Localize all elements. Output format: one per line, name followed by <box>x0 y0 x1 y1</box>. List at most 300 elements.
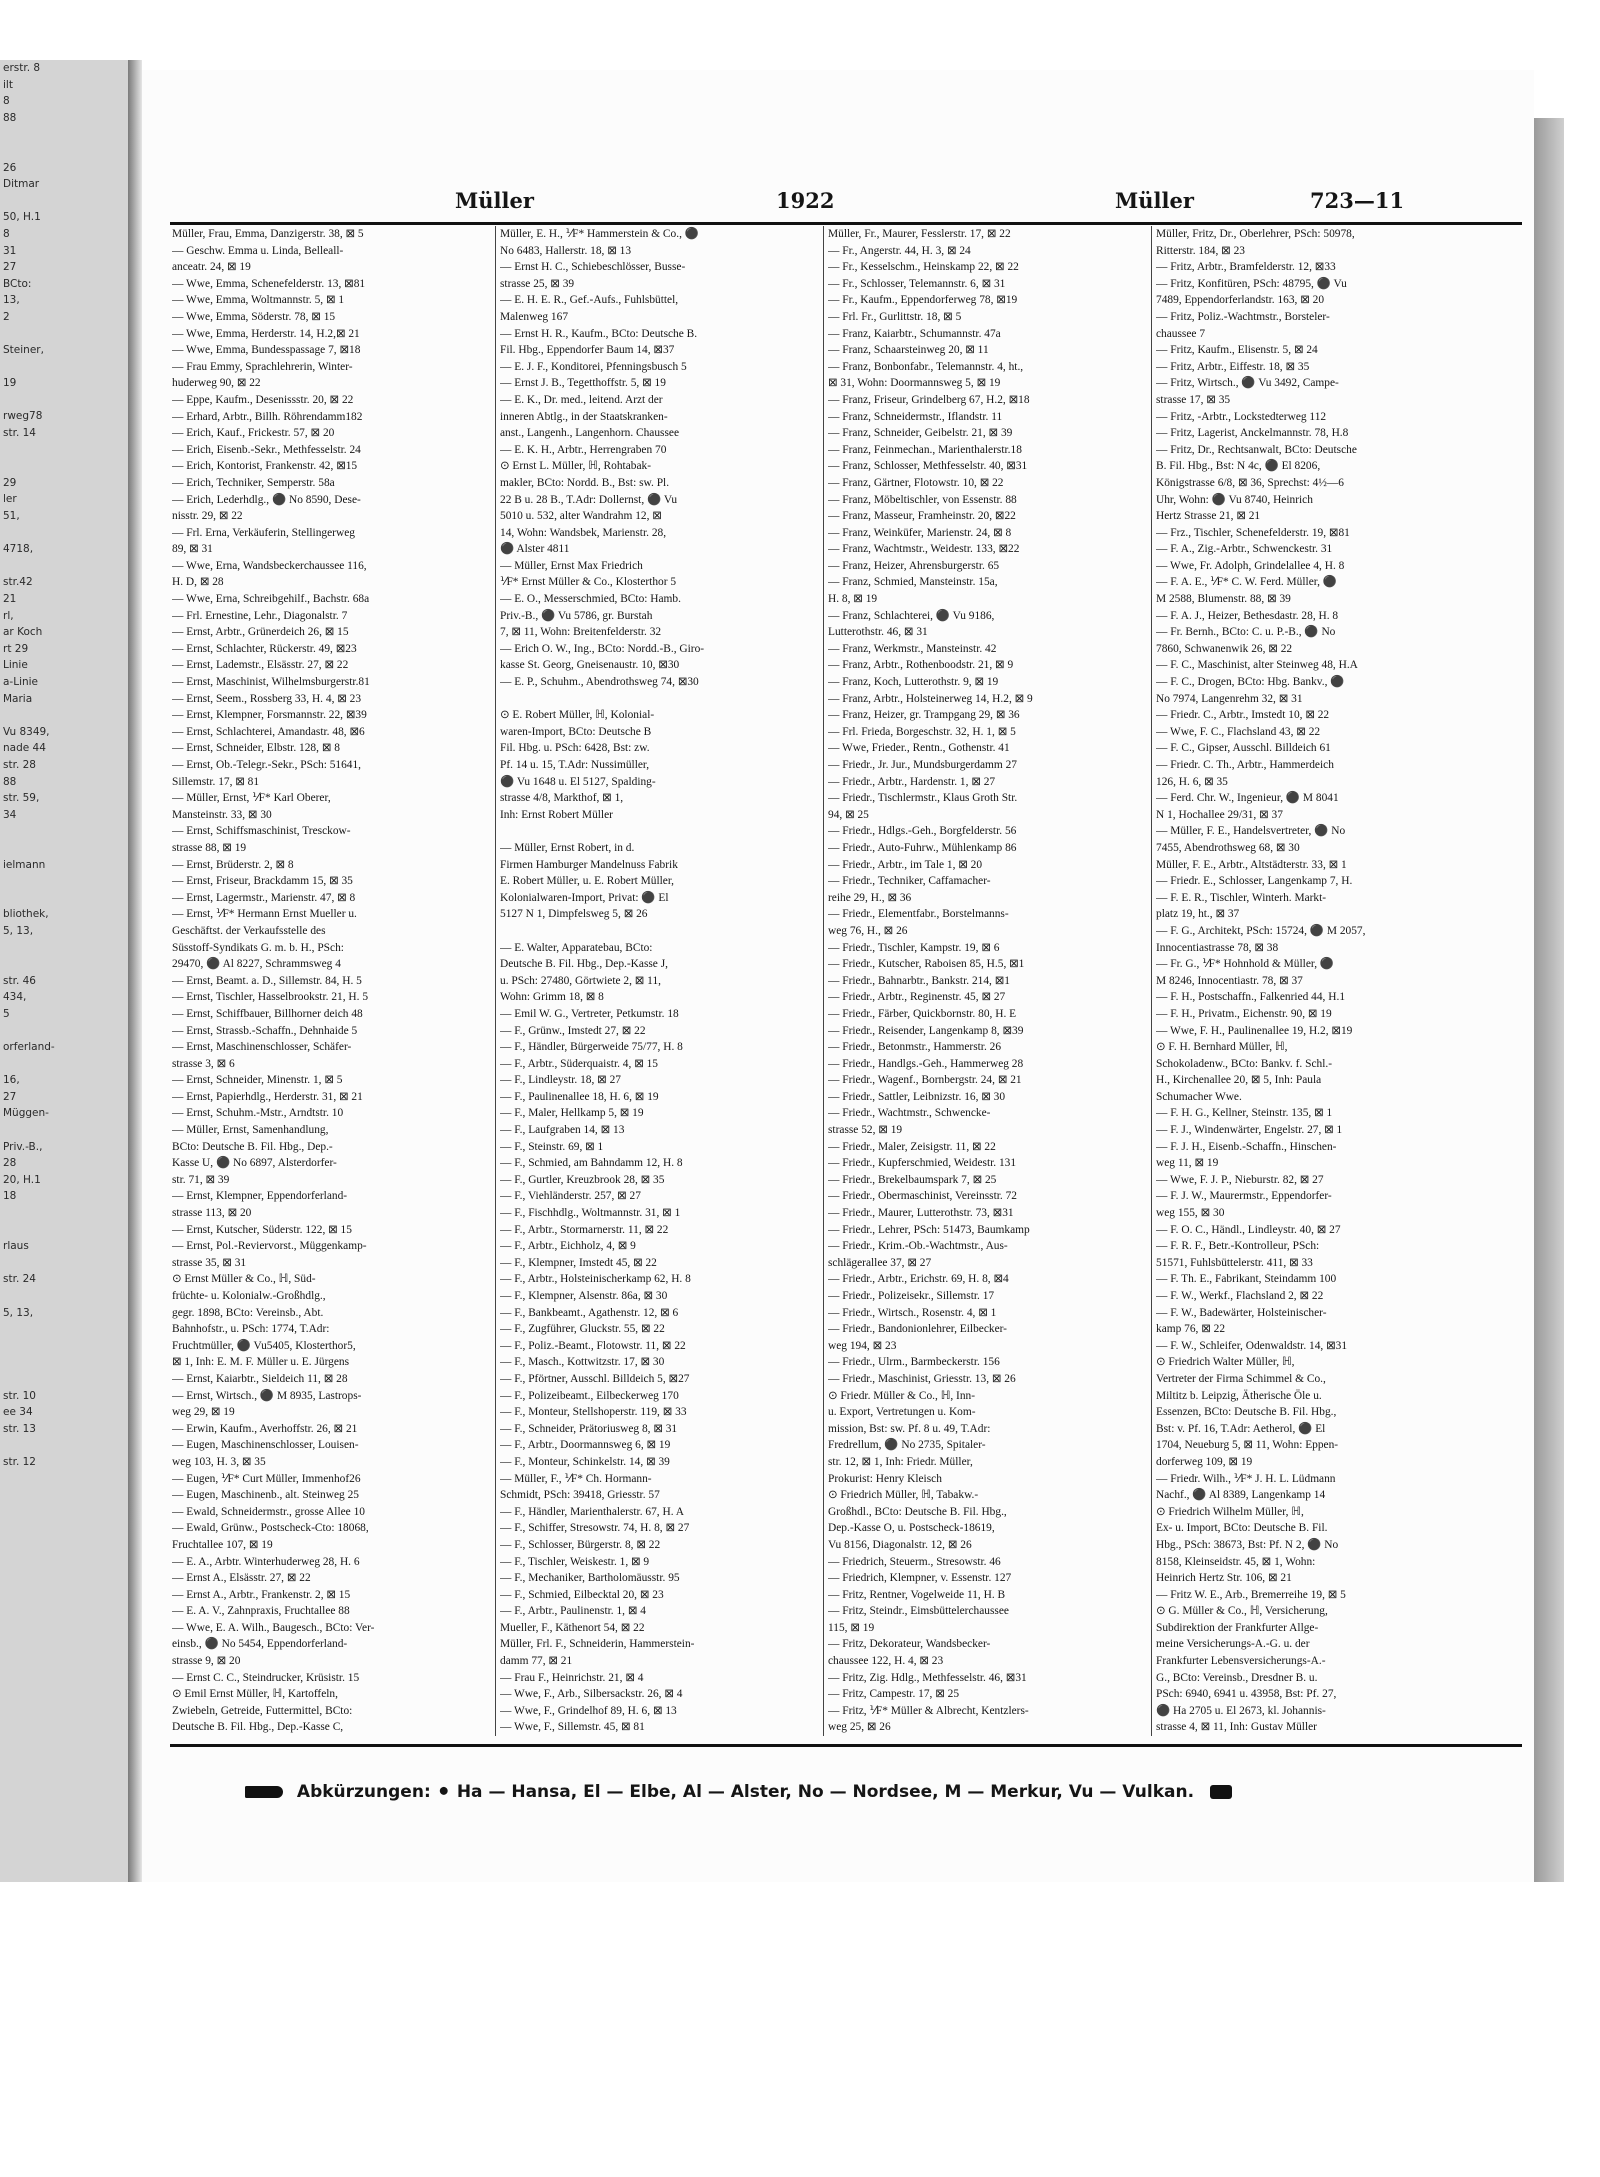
directory-entry-line: — Erich, Kontorist, Frankenstr. 42, ⊠15 <box>172 460 358 473</box>
directory-entry-line: — Friedr., Ulrm., Barmbeckerstr. 156 <box>828 1356 1000 1369</box>
directory-entry-line: — Wwe, E. A. Wilh., Baugesch., BCto: Ver- <box>172 1621 375 1634</box>
directory-entry-line: Firmen Hamburger Mandelnuss Fabrik <box>500 858 678 871</box>
directory-entry-line: — Friedr., Polizeisekr., Sillemstr. 17 <box>828 1290 995 1302</box>
directory-entry-line: — Franz, Weinküfer, Marienstr. 24, ⊠ 8 <box>828 526 1012 539</box>
margin-fragment: 88 <box>3 111 17 124</box>
directory-entry-line: reihe 29, H., ⊠ 36 <box>828 891 912 904</box>
directory-entry-line: — Fr., Kaufm., Eppendorferweg 78, ⊠19 <box>828 294 1018 307</box>
directory-entry-line: weg 11, ⊠ 19 <box>1156 1157 1219 1170</box>
directory-entry-line: ⊙ Friedrich Müller, ℍ, Tabakw.- <box>828 1489 979 1502</box>
margin-fragment: bliothek, <box>3 908 49 921</box>
directory-entry-line: — F. W., Badewärter, Holsteinischer- <box>1156 1306 1327 1319</box>
margin-fragment <box>0 956 128 973</box>
directory-entry-line: ⊙ Ernst Müller & Co., ℍ, Süd- <box>172 1273 316 1286</box>
header-rule <box>170 222 1522 225</box>
directory-entry-line: — Ferd. Chr. W., Ingenieur, ⚫ M 8041 <box>1156 792 1339 805</box>
previous-page-margin <box>0 60 128 1882</box>
directory-entry-line: anceatr. 24, ⊠ 19 <box>172 261 251 274</box>
directory-entry-line: — Friedr., Handlgs.-Geh., Hammerweg 28 <box>828 1057 1024 1070</box>
directory-entry-line: — Fritz, Rentner, Vogelweide 11, H. B <box>828 1588 1006 1601</box>
directory-entry-line: — Emil W. G., Vertreter, Petkumstr. 18 <box>500 1007 679 1020</box>
directory-entry-line: — F. W., Schleifer, Odenwaldstr. 14, ⊠31 <box>1156 1339 1348 1352</box>
directory-entry-line: — Ernst, Maschinist, Wilhelmsburgerstr.81 <box>172 676 370 689</box>
directory-entry-line: H. D, ⊠ 28 <box>172 576 224 589</box>
directory-entry-line: ⊙ G. Müller & Co., ℍ, Versicherung, <box>1156 1605 1328 1618</box>
directory-entry-line: Ritterstr. 184, ⊠ 23 <box>1156 244 1245 257</box>
margin-fragment <box>0 326 128 343</box>
directory-entry-line: — F. H. G., Kellner, Steinstr. 135, ⊠ 1 <box>1156 1107 1333 1120</box>
directory-entry-line: — Franz, Feinmechan., Marienthalerstr.18 <box>828 443 1022 456</box>
directory-entry-line: — F., Schneider, Prätoriusweg 8, ⊠ 31 <box>500 1422 678 1435</box>
directory-entry-line: ⊙ Friedrich Wilhelm Müller, ℍ, <box>1156 1505 1304 1518</box>
margin-fragment: orferland- <box>3 1041 55 1054</box>
directory-entry-line: Kasse U, ⚫ No 6897, Alsterdorfer- <box>172 1157 337 1170</box>
margin-fragment: rt 29 <box>3 642 29 655</box>
directory-entry-line: Hertz Strasse 21, ⊠ 21 <box>1156 510 1261 523</box>
directory-entry-line: — Fr., Kesselschm., Heinskamp 22, ⊠ 22 <box>828 261 1019 274</box>
margin-fragment <box>0 525 128 542</box>
directory-entry-line: — Ernst, Klempner, Forsmannstr. 22, ⊠39 <box>172 709 367 722</box>
directory-entry-line: — Friedr., Obermaschinist, Vereinsstr. 72 <box>828 1190 1017 1203</box>
directory-entry-line: str. 12, ⊠ 1, Inh: Friedr. Müller, <box>828 1455 973 1468</box>
directory-entry-line: — Frl. Frieda, Borgeschstr. 32, H. 1, ⊠ 5 <box>828 725 1016 738</box>
directory-entry-line: — Franz, Arbtr., Holsteinerweg 14, H.2, ⊠ 9 <box>828 692 1033 705</box>
directory-entry-line: weg 194, ⊠ 23 <box>828 1339 897 1352</box>
directory-entry-line: — F., Lindleystr. 18, ⊠ 27 <box>500 1074 621 1087</box>
directory-entry-line: — F., Händler, Bürgerweide 75/77, H. 8 <box>500 1041 683 1054</box>
directory-entry-line: — F., Laufgraben 14, ⊠ 13 <box>500 1124 625 1137</box>
margin-fragment: str. 14 <box>3 427 36 440</box>
column-4 <box>1156 226 1474 1736</box>
directory-entry-line: G., BCto: Vereinsb., Dresdner B. u. <box>1156 1671 1318 1684</box>
directory-entry-line: — Wwe, Frieder., Rentn., Gothenstr. 41 <box>828 742 1010 755</box>
directory-entry-line: — Fritz, Wirtsch., ⚫ Vu 3492, Campe- <box>1156 377 1339 390</box>
directory-entry-line: — F., Schmied, Eilbecktal 20, ⊠ 23 <box>500 1588 664 1601</box>
directory-entry-line: früchte- u. Kolonialw.-Großhdlg., <box>172 1290 326 1302</box>
directory-entry-line: Fredrellum, ⚫ No 2735, Spitaler- <box>828 1439 986 1452</box>
directory-entry-line: — Ernst, Schneider, Minenstr. 1, ⊠ 5 <box>172 1074 343 1087</box>
directory-entry-line: — Wwe, F., Arb., Silbersackstr. 26, ⊠ 4 <box>500 1688 683 1701</box>
directory-entry-line: — F., Gurtler, Kreuzbrook 28, ⊠ 35 <box>500 1173 665 1186</box>
margin-fragment: rweg78 <box>3 410 43 423</box>
directory-entry-line: — F., Mechaniker, Bartholomäusstr. 95 <box>500 1572 680 1585</box>
margin-fragment <box>0 442 128 459</box>
footer-rule <box>170 1744 1522 1747</box>
directory-entry-line: — Franz, Gärtner, Flotowstr. 10, ⊠ 22 <box>828 476 1004 489</box>
directory-entry-line: — Wwe, F. C., Flachsland 43, ⊠ 22 <box>1156 725 1321 738</box>
directory-entry-line: — Friedr., Betonmstr., Hammerstr. 26 <box>828 1041 1002 1054</box>
directory-entry-line: dorferweg 109, ⊠ 19 <box>1156 1455 1253 1468</box>
margin-fragment: Vu 8349, <box>3 725 50 738</box>
directory-entry-line: — Erich, Techniker, Semperstr. 58a <box>172 476 335 489</box>
directory-entry-line: — Ernst, ⅟F* Hermann Ernst Mueller u. <box>172 908 357 921</box>
directory-entry-line: — Müller, F., ⅟F* Ch. Hormann- <box>500 1472 652 1485</box>
directory-entry-line: — Friedr., Tischler, Kampstr. 19, ⊠ 6 <box>828 941 1000 954</box>
directory-entry-line: — Friedr., Maler, Zeisigstr. 11, ⊠ 22 <box>828 1140 996 1153</box>
directory-entry-line: schlägerallee 37, ⊠ 27 <box>828 1256 932 1269</box>
directory-entry-line: — Franz, Werkmstr., Mansteinstr. 42 <box>828 642 997 655</box>
directory-entry-line: Essenzen, BCto: Deutsche B. Fil. Hbg., <box>1156 1406 1337 1419</box>
directory-entry-line: weg 155, ⊠ 30 <box>1156 1207 1225 1220</box>
directory-entry-line: — Friedr., Lehrer, PSch: 51473, Baumkamp <box>828 1223 1030 1236</box>
directory-entry-line: Uhr, Wohn: ⚫ Vu 8740, Heinrich <box>1156 493 1313 506</box>
directory-entry-line: — F., Masch., Kottwitzstr. 17, ⊠ 30 <box>500 1356 665 1369</box>
header-year: 1922 <box>776 188 835 213</box>
directory-entry-line: nisstr. 29, ⊠ 22 <box>172 510 243 523</box>
directory-entry-line: — Fritz, Kaufm., Elisenstr. 5, ⊠ 24 <box>1156 344 1318 357</box>
directory-entry-line: 7489, Eppendorferlandstr. 163, ⊠ 20 <box>1156 294 1325 307</box>
column-divider <box>823 226 824 1736</box>
margin-fragment: 8 <box>3 227 10 240</box>
directory-entry-line: Hbg., PSch: 38673, Bst: Pf. N 2, ⚫ No <box>1156 1538 1339 1551</box>
directory-entry-line: — Fritz, Zig. Hdlg., Methfesselstr. 46, ⊠31 <box>828 1671 1027 1684</box>
directory-entry-line: — Franz, Schneider, Geibelstr. 21, ⊠ 39 <box>828 427 1013 440</box>
directory-entry-line: Zwiebeln, Getreide, Futtermittel, BCto: <box>172 1704 353 1717</box>
directory-entry-line: — Ernst, Maschinenschlosser, Schäfer- <box>172 1041 352 1054</box>
directory-entry-line: — Ernst, Papierhdlg., Herderstr. 31, ⊠ 21 <box>172 1090 363 1103</box>
directory-entry-line: — Ernst, Schiffsmaschinist, Tresckow- <box>172 825 351 838</box>
directory-entry-line: — Ernst, Friseur, Brackdamm 15, ⊠ 35 <box>172 875 353 888</box>
directory-entry-line: strasse 3, ⊠ 6 <box>172 1057 235 1070</box>
margin-fragment: 5 <box>3 1007 10 1020</box>
directory-entry-line: strasse 17, ⊠ 35 <box>1156 393 1231 406</box>
directory-entry-line: — F., Tischler, Weiskestr. 1, ⊠ 9 <box>500 1555 650 1568</box>
directory-entry-line: — Ernst, Strassb.-Schaffn., Dehnhaide 5 <box>172 1024 358 1037</box>
directory-entry-line: — Ernst, Tischler, Hasselbrookstr. 21, H. 5 <box>172 991 369 1004</box>
directory-entry-line: strasse 113, ⊠ 20 <box>172 1207 252 1220</box>
directory-entry-line: — F. A. E., ⅟F* C. W. Ferd. Müller, ⚫ <box>1156 576 1337 589</box>
margin-fragment <box>0 1222 128 1239</box>
directory-entry-line: — Friedr. C., Arbtr., Imstedt 10, ⊠ 22 <box>1156 709 1330 722</box>
directory-entry-line: — Friedr., Reisender, Langenkamp 8, ⊠39 <box>828 1024 1024 1037</box>
directory-entry-line: — E. P., Schuhm., Abendrothsweg 74, ⊠30 <box>500 676 699 689</box>
directory-entry-line: 94, ⊠ 25 <box>828 808 869 821</box>
directory-entry-line: ⚫ Ha 2705 u. El 2673, kl. Johannis- <box>1156 1704 1326 1717</box>
directory-entry-line: — E. A., Arbtr. Winterhuderweg 28, H. 6 <box>172 1555 360 1568</box>
directory-entry-line: — Fritz, Dr., Rechtsanwalt, BCto: Deutsche <box>1156 443 1357 456</box>
margin-fragment <box>0 1354 128 1371</box>
directory-entry-line: — Fritz, Steindr., Eimsbüttelerchaussee <box>828 1605 1009 1618</box>
directory-entry-line: — Friedr., Arbtr., Hardenstr. 1, ⊠ 27 <box>828 775 996 788</box>
directory-entry-line: — Ernst, Arbtr., Grünerdeich 26, ⊠ 15 <box>172 626 349 639</box>
directory-entry-line: damm 77, ⊠ 21 <box>500 1655 573 1668</box>
directory-entry-line: — Friedr., Bahnarbtr., Bankstr. 214, ⊠1 <box>828 974 1010 987</box>
directory-entry-line: chaussee 122, H. 4, ⊠ 23 <box>828 1655 944 1668</box>
directory-entry-line: — Erich O. W., Ing., BCto: Nordd.-B., Giro- <box>500 642 705 655</box>
directory-entry-line: — F., Arbtr., Stormarnerstr. 11, ⊠ 22 <box>500 1223 669 1236</box>
directory-entry-line: — Wwe, F., Sillemstr. 45, ⊠ 81 <box>500 1721 645 1734</box>
directory-entry-line: — Franz, Wachtmstr., Weidestr. 133, ⊠22 <box>828 543 1020 556</box>
header-right-name: Müller <box>1115 188 1194 213</box>
abbreviations-footer <box>245 1782 1385 1818</box>
directory-entry-line: ⊙ F. H. Bernhard Müller, ℍ, <box>1156 1041 1288 1054</box>
directory-entry-line: — Frau Emmy, Sprachlehrerin, Winter- <box>172 360 353 373</box>
directory-entry-line: — F. A., Zig.-Arbtr., Schwenckestr. 31 <box>1156 543 1333 556</box>
margin-fragment: 20, H.1 <box>3 1173 41 1186</box>
directory-entry-line: — Wwe, Emma, Herderstr. 14, H.2,⊠ 21 <box>172 327 360 340</box>
directory-entry-line: — Fritz, Arbtr., Eiffestr. 18, ⊠ 35 <box>1156 360 1310 373</box>
directory-entry-line: — F., Händler, Marienthalerstr. 67, H. A <box>500 1505 685 1518</box>
margin-fragment <box>0 939 128 956</box>
directory-entry-line: — F. R. F., Betr.-Kontrolleur, PSch: <box>1156 1240 1320 1253</box>
directory-entry-line: — Ernst, Pol.-Reviervorst., Müggenkamp- <box>172 1240 367 1253</box>
directory-entry-line: — Wwe, F., Grindelhof 89, H. 6, ⊠ 13 <box>500 1704 677 1717</box>
directory-entry-line: — Frl. Erna, Verkäuferin, Stellingerweg <box>172 526 355 539</box>
directory-entry-line: — Franz, Friseur, Grindelberg 67, H.2, ⊠18 <box>828 393 1030 406</box>
directory-entry-line: — Friedr. E., Schlosser, Langenkamp 7, H. <box>1156 875 1353 888</box>
margin-fragment: 51, <box>3 510 20 523</box>
margin-fragment: str. 10 <box>3 1389 36 1402</box>
directory-entry-line: — F. W., Werkf., Flachsland 2, ⊠ 22 <box>1156 1290 1324 1302</box>
directory-entry-line: Schokoladenw., BCto: Bankv. f. Schl.- <box>1156 1057 1333 1070</box>
margin-fragment <box>0 1321 128 1338</box>
directory-entry-line: strasse 4/8, Markthof, ⊠ 1, <box>500 792 624 805</box>
directory-entry-line: strasse 35, ⊠ 31 <box>172 1256 247 1269</box>
directory-entry-line: — Fr. G., ⅟F* Hohnhold & Müller, ⚫ <box>1156 958 1335 971</box>
margin-fragment: 34 <box>3 808 17 821</box>
directory-entry-line: — F. J., Windenwärter, Engelstr. 27, ⊠ 1 <box>1156 1124 1343 1137</box>
directory-entry-line: — Ernst, Schiffbauer, Billhorner deich 48 <box>172 1007 363 1020</box>
directory-entry-line: — F., Zugführer, Gluckstr. 55, ⊠ 22 <box>500 1323 665 1336</box>
directory-entry-line: H., Kirchenallee 20, ⊠ 5, Inh: Paula <box>1156 1074 1322 1087</box>
directory-entry-line: — Friedrich, Klempner, v. Essenstr. 127 <box>828 1572 1012 1585</box>
margin-fragment <box>0 1022 128 1039</box>
directory-entry-line: Bahnhofstr., u. PSch: 1774, T.Adr: <box>172 1323 330 1336</box>
directory-entry-line: — Wwe, Emma, Bundesspassage 7, ⊠18 <box>172 344 361 357</box>
directory-entry-line: — Friedr., Techniker, Caffamacher- <box>828 875 991 888</box>
directory-entry-line <box>500 923 818 940</box>
directory-entry-line: — F., Steinstr. 69, ⊠ 1 <box>500 1140 604 1153</box>
directory-entry-line: — Ernst C. C., Steindrucker, Krüsistr. 15 <box>172 1671 360 1684</box>
directory-entry-line: — F. C., Gipser, Ausschl. Billdeich 61 <box>1156 742 1331 755</box>
margin-fragment: ler <box>3 493 17 506</box>
margin-fragment: 28 <box>3 1157 17 1170</box>
directory-entry-line: Nachf., ⚫ Al 8389, Langenkamp 14 <box>1156 1489 1326 1502</box>
directory-entry-line: 5010 u. 532, alter Wandrahm 12, ⊠ <box>500 510 662 523</box>
directory-entry-line: — Friedr., Kutscher, Raboisen 85, H.5, ⊠1 <box>828 958 1025 971</box>
margin-fragment: 29 <box>3 476 17 489</box>
directory-entry-line: — F., Klempner, Imstedt 45, ⊠ 22 <box>500 1256 657 1269</box>
margin-fragment <box>0 1255 128 1272</box>
column-2 <box>500 226 818 1736</box>
directory-entry-line: — Friedr., Kupferschmied, Weidestr. 131 <box>828 1157 1017 1170</box>
directory-entry-line: — Franz, Koch, Lutterothstr. 9, ⊠ 19 <box>828 676 999 689</box>
margin-fragment <box>0 1437 128 1454</box>
directory-entry-line: — Friedr., Jr. Jur., Mundsburgerdamm 27 <box>828 759 1017 771</box>
directory-entry-line: — F. E. R., Tischler, Winterh. Markt- <box>1156 891 1327 904</box>
directory-entry-line: platz 19, ht., ⊠ 37 <box>1156 908 1240 921</box>
margin-fragment: ielmann <box>3 858 46 871</box>
directory-entry-line: 22 B u. 28 B., T.Adr: Dollernst, ⚫ Vu <box>500 493 678 506</box>
directory-entry-line: — Wwe, Emma, Schenefelderstr. 13, ⊠81 <box>172 277 366 290</box>
directory-entry-line: Inh: Ernst Robert Müller <box>500 808 613 821</box>
directory-entry-line: Müller, Frl. F., Schneiderin, Hammerstein- <box>500 1638 695 1651</box>
margin-fragment: 27 <box>3 261 17 274</box>
directory-entry-line: Innocentiastrasse 78, ⊠ 38 <box>1156 941 1279 954</box>
directory-entry-line: — E. A. V., Zahnpraxis, Fruchtallee 88 <box>172 1605 350 1618</box>
directory-entry-line <box>500 691 818 708</box>
margin-fragment <box>0 458 128 475</box>
directory-entry-line: Sillemstr. 17, ⊠ 81 <box>172 775 260 788</box>
directory-entry-line: 8158, Kleinseidstr. 45, ⊠ 1, Wohn: <box>1156 1555 1316 1568</box>
margin-fragment <box>0 1371 128 1388</box>
directory-entry-line: — Friedr., Färber, Quickbornstr. 80, H. E <box>828 1007 1017 1020</box>
directory-entry-line: — Ernst, Schlachter, Rückerstr. 49, ⊠23 <box>172 642 357 655</box>
header-left-name: Müller <box>455 188 534 213</box>
margin-fragment <box>0 126 128 143</box>
margin-fragment: ee 34 <box>3 1406 33 1419</box>
directory-entry-line: — F., Grünw., Imstedt 27, ⊠ 22 <box>500 1024 646 1037</box>
margin-fragment: str. 24 <box>3 1273 36 1286</box>
margin-fragment <box>0 392 128 409</box>
directory-entry-line: — Franz, Kaiarbtr., Schumannstr. 47a <box>828 327 1001 340</box>
directory-entry-line: — Erich, Kauf., Frickestr. 57, ⊠ 20 <box>172 427 335 440</box>
margin-fragment <box>0 1338 128 1355</box>
directory-entry-line: — F., Schmied, am Bahndamm 12, H. 8 <box>500 1157 683 1170</box>
directory-entry-line: — F. H., Postschaffn., Falkenried 44, H.1 <box>1156 991 1346 1004</box>
directory-entry-line: makler, BCto: Nordd. B., Bst: sw. Pl. <box>500 476 670 489</box>
directory-entry-line: — Friedr., Krim.-Ob.-Wachtmstr., Aus- <box>828 1240 1008 1253</box>
directory-entry-line: — Fritz, Dekorateur, Wandsbecker- <box>828 1638 991 1651</box>
margin-fragment: a-Linie <box>3 675 39 688</box>
directory-entry-line: — Erhard, Arbtr., Billh. Röhrendamm182 <box>172 410 363 423</box>
directory-entry-line: — Friedr., Bandonionlehrer, Eilbecker- <box>828 1323 1007 1336</box>
directory-entry-line: weg 29, ⊠ 19 <box>172 1406 235 1419</box>
directory-entry-line: Müller, Fritz, Dr., Oberlehrer, PSch: 50978, <box>1156 228 1355 240</box>
directory-entry-line: — Frl. Ernestine, Lehr., Diagonalstr. 7 <box>172 609 348 622</box>
directory-entry-line: ⊙ Ernst L. Müller, ℍ, Rohtabak- <box>500 460 651 473</box>
directory-entry-line: — Müller, Ernst, Samenhandlung, <box>172 1124 329 1137</box>
directory-entry-line: — Franz, Schlachterei, ⚫ Vu 9186, <box>828 609 995 622</box>
directory-entry-line: — Ernst, Lagermstr., Marienstr. 47, ⊠ 8 <box>172 891 356 904</box>
directory-entry-line: weg 76, H., ⊠ 26 <box>828 924 908 937</box>
directory-entry-line: strasse 52, ⊠ 19 <box>828 1124 903 1137</box>
directory-entry-line: — F., Pförtner, Ausschl. Billdeich 5, ⊠27 <box>500 1372 690 1385</box>
directory-entry-line: — Ernst, Seem., Rossberg 33, H. 4, ⊠ 23 <box>172 692 362 705</box>
ornament-icon <box>1210 1785 1232 1799</box>
directory-entry-line: Fruchtallee 107, ⊠ 19 <box>172 1538 273 1551</box>
margin-fragment: Müggen- <box>3 1107 49 1120</box>
directory-entry-line: Lutterothstr. 46, ⊠ 31 <box>828 626 928 639</box>
directory-entry-line: Subdirektion der Frankfurter Allge- <box>1156 1621 1319 1634</box>
directory-entry-line: — F. Th. E., Fabrikant, Steindamm 100 <box>1156 1273 1337 1286</box>
directory-entry-line: — Friedr., Sattler, Leibnizstr. 16, ⊠ 30 <box>828 1090 1006 1103</box>
directory-entry-line: — F., Schlosser, Bürgerstr. 8, ⊠ 22 <box>500 1538 661 1551</box>
margin-fragment: 27 <box>3 1090 17 1103</box>
margin-fragment <box>0 873 128 890</box>
directory-entry-line: ⊠ 31, Wohn: Doormannsweg 5, ⊠ 19 <box>828 377 1001 390</box>
directory-entry-line: — F. C., Drogen, BCto: Hbg. Bankv., ⚫ <box>1156 676 1345 689</box>
directory-entry-line: Mansteinstr. 33, ⊠ 30 <box>172 808 272 821</box>
directory-entry-line: — Franz, Schmied, Mansteinstr. 15a, <box>828 576 998 589</box>
directory-entry-line: — F. J. H., Eisenb.-Schaffn., Hinschen- <box>1156 1140 1337 1153</box>
directory-entry-line: — Eugen, Maschinenschlosser, Louisen- <box>172 1439 359 1452</box>
directory-entry-line: — F., Poliz.-Beamt., Flotowstr. 11, ⊠ 22 <box>500 1339 686 1352</box>
pointing-hand-icon <box>245 1786 283 1798</box>
directory-entry-line: huderweg 90, ⊠ 22 <box>172 377 261 390</box>
directory-entry-line: 14, Wohn: Wandsbek, Marienstr. 28, <box>500 526 667 539</box>
directory-entry-line: — Wwe, Erna, Schreibgehilf., Bachstr. 68a <box>172 593 370 606</box>
directory-entry-line: einsb., ⚫ No 5454, Eppendorferland- <box>172 1638 348 1651</box>
directory-entry-line: — Fritz, ⅟F* Müller & Albrecht, Kentzlers- <box>828 1704 1029 1717</box>
directory-entry-line: ⚫ Alster 4811 <box>500 543 570 556</box>
directory-entry-line: kasse St. Georg, Gneisenaustr. 10, ⊠30 <box>500 659 680 672</box>
directory-entry-line: — Franz, Heizer, Ahrensburgerstr. 65 <box>828 559 1000 572</box>
directory-entry-line: — Friedr., Wirtsch., Rosenstr. 4, ⊠ 1 <box>828 1306 997 1319</box>
directory-entry-line: Schmidt, PSch: 39418, Griesstr. 57 <box>500 1489 660 1502</box>
directory-entry-line: Priv.-B., ⚫ Vu 5786, gr. Burstah <box>500 609 653 622</box>
margin-fragment <box>0 707 128 724</box>
directory-entry-line: — F. A. J., Heizer, Bethesdastr. 28, H. 8 <box>1156 609 1339 622</box>
directory-entry-line: — Franz, Masseur, Framheinstr. 20, ⊠22 <box>828 510 1016 523</box>
directory-entry-line: Kolonialwaren-Import, Privat: ⚫ El <box>500 891 669 904</box>
directory-entry-line: 51571, Fuhlsbüttelerstr. 411, ⊠ 33 <box>1156 1256 1313 1269</box>
directory-entry-line: Pf. 14 u. 15, T.Adr: Nussimüller, <box>500 759 650 771</box>
directory-entry-line: — Franz, Heizer, gr. Trampgang 29, ⊠ 36 <box>828 709 1020 722</box>
directory-entry-line: — F., Schiffer, Stresowstr. 74, H. 8, ⊠ 27 <box>500 1522 690 1535</box>
directory-entry-line: — Ernst A., Elsässtr. 27, ⊠ 22 <box>172 1572 311 1585</box>
directory-entry-line: Geschäftst. der Verkaufsstelle des <box>172 924 326 937</box>
margin-fragment: 18 <box>3 1190 17 1203</box>
directory-entry-line: strasse 9, ⊠ 20 <box>172 1655 241 1668</box>
directory-entry-line: — F. O. C., Händl., Lindleystr. 40, ⊠ 27 <box>1156 1223 1341 1236</box>
directory-entry-line: — Fr., Schlosser, Telemannstr. 6, ⊠ 31 <box>828 277 1006 290</box>
directory-entry-line: — Erich, Eisenb.-Sekr., Methfesselstr. 24 <box>172 443 361 456</box>
column-divider <box>1151 226 1152 1736</box>
directory-entry-line: Fil. Hbg. u. PSch: 6428, Bst: zw. <box>500 742 650 755</box>
directory-entry-line: chaussee 7 <box>1156 327 1206 340</box>
margin-fragment: 434, <box>3 991 27 1004</box>
directory-entry-line: — Fritz, Konfitüren, PSch: 48795, ⚫ Vu <box>1156 277 1347 290</box>
column-3 <box>828 226 1146 1736</box>
directory-entry-line: — Friedr. Wilh., ⅟F* J. H. L. Lüdmann <box>1156 1472 1336 1485</box>
directory-entry-line: strasse 88, ⊠ 19 <box>172 841 247 854</box>
directory-entry-line: Wohn: Grimm 18, ⊠ 8 <box>500 991 604 1004</box>
directory-entry-line: — E. H. E. R., Gef.-Aufs., Fuhlsbüttel, <box>500 294 679 307</box>
directory-entry-line: — Ernst J. B., Tegetthoffstr. 5, ⊠ 19 <box>500 377 666 390</box>
directory-entry-line: — F., Paulinenallee 18, H. 6, ⊠ 19 <box>500 1090 659 1103</box>
directory-entry-line: — Müller, F. E., Handelsvertreter, ⚫ No <box>1156 825 1346 838</box>
binding-shadow <box>128 60 142 1882</box>
directory-entry-line: — Ernst, Kutscher, Süderstr. 122, ⊠ 15 <box>172 1223 352 1236</box>
directory-entry-line: — F., Arbtr., Eichholz, 4, ⊠ 9 <box>500 1240 636 1253</box>
directory-entry-line <box>500 823 818 840</box>
directory-entry-line: M 2588, Blumenstr. 88, ⊠ 39 <box>1156 593 1291 606</box>
directory-entry-line: mission, Bst: sw. Pf. 8 u. 49, T.Adr: <box>828 1422 991 1435</box>
directory-entry-line: — F. C., Maschinist, alter Steinweg 48, H.A <box>1156 659 1358 672</box>
directory-entry-line: weg 25, ⊠ 26 <box>828 1721 891 1734</box>
margin-fragment: str.42 <box>3 576 33 589</box>
directory-entry-line: — Frz., Tischler, Schenefelderstr. 19, ⊠81 <box>1156 526 1350 539</box>
directory-entry-line: — F., Maler, Hellkamp 5, ⊠ 19 <box>500 1107 644 1120</box>
margin-fragment: 4718, <box>3 543 34 556</box>
margin-fragment: 8 <box>3 95 10 108</box>
directory-entry-line: 89, ⊠ 31 <box>172 543 213 556</box>
margin-fragment <box>0 1205 128 1222</box>
directory-entry-line: — Friedr. C. Th., Arbtr., Hammerdeich <box>1156 759 1334 771</box>
directory-entry-line: — Eppe, Kaufm., Desenissstr. 20, ⊠ 22 <box>172 393 354 406</box>
directory-entry-line: — Wwe, Fr. Adolph, Grindelallee 4, H. 8 <box>1156 559 1345 572</box>
directory-entry-line: — Geschw. Emma u. Linda, Belleall- <box>172 244 344 257</box>
margin-fragment: rlaus <box>3 1240 29 1253</box>
directory-entry-line: — Wwe, Emma, Söderstr. 78, ⊠ 15 <box>172 310 336 323</box>
directory-entry-line: — Friedr., Maschinist, Griesstr. 13, ⊠ 26 <box>828 1372 1016 1385</box>
directory-entry-line: — Friedr., Brekelbaumspark 7, ⊠ 25 <box>828 1173 997 1186</box>
margin-fragment: Priv.-B., <box>3 1140 43 1153</box>
abbreviations-text: Abkürzungen: ⚫ Ha — Hansa, El — Elbe, Al — Alster, No — Nordsee, M — Merkur, Vu — Vulkan. <box>296 1782 1195 1802</box>
margin-fragment <box>0 1288 128 1305</box>
margin-fragment <box>0 558 128 575</box>
